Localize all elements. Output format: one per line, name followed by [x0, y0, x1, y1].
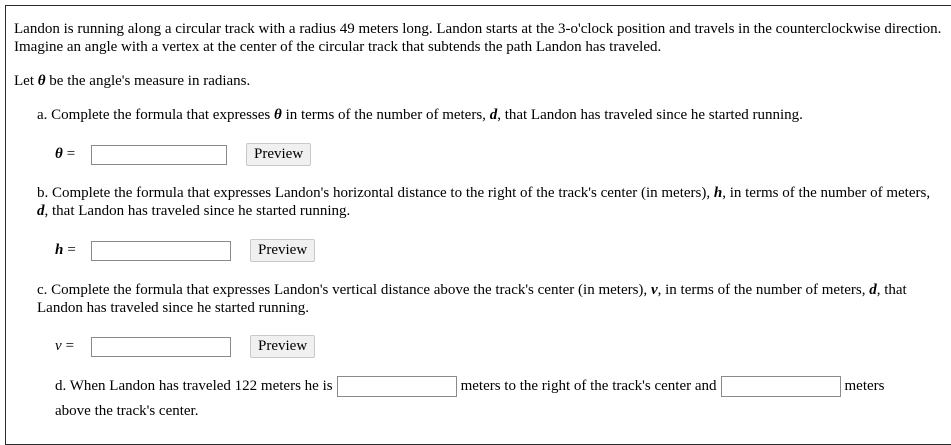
part-a-mid: in terms of the number of meters,: [281, 107, 490, 123]
part-b-prompt: [37, 184, 942, 220]
part-a-prompt: [37, 106, 942, 124]
theta-definition: [14, 73, 250, 90]
v-preview-button[interactable]: Preview: [250, 335, 315, 358]
part-d-between: meters to the right of the track's center and: [460, 378, 717, 394]
part-b-d: d: [37, 203, 45, 219]
theta-formula-row: [55, 143, 311, 166]
part-a-theta: θ: [274, 107, 282, 123]
h-preview-button[interactable]: Preview: [250, 239, 315, 262]
part-c-prompt: [37, 281, 942, 317]
part-b-label: b. Complete the formula that expresses Landon's horizontal distance to the right of the track's center (in meters),: [37, 185, 714, 201]
part-b-h: h: [713, 185, 723, 201]
part-c-v: v: [650, 282, 658, 298]
theta-answer-input[interactable]: [91, 145, 227, 165]
part-c-label: c. Complete the formula that expresses Landon's vertical distance above the track's center (in meters),: [37, 282, 651, 298]
part-d-row: [55, 376, 885, 397]
h-variable: h =: [55, 242, 76, 258]
part-c-mid: , in terms of the number of meters,: [657, 282, 870, 298]
theta-symbol: θ: [37, 73, 46, 89]
theta-preview-button[interactable]: Preview: [246, 143, 311, 166]
part-d-tail: above the track's center.: [55, 403, 199, 419]
theta-variable: θ =: [55, 146, 76, 162]
part-c-d: d: [869, 282, 877, 298]
let-suffix: be the angle's measure in radians.: [45, 73, 251, 89]
part-d-distance: 122: [234, 378, 258, 394]
part-a-end: , that Landon has traveled since he started running.: [497, 107, 803, 123]
horizontal-distance-input[interactable]: [337, 376, 457, 397]
part-b-mid: , in terms of the number of meters,: [722, 185, 931, 201]
part-a-d: d: [489, 107, 498, 123]
part-b-end: , that Landon has traveled since he started running.: [44, 203, 351, 219]
part-c-end: , that Landon has traveled since he started running.: [37, 282, 907, 316]
part-d-units: meters: [844, 378, 885, 394]
v-formula-row: [55, 335, 315, 358]
h-formula-row: [55, 239, 315, 262]
part-a-label: a. Complete the formula that expresses: [37, 107, 275, 123]
problem-intro: Landon is running along a circular track with a radius 49 meters long. Landon starts at the 3-o'clock position and travels in the counterclockwise direction. Imagine an angle with a vertex at the center of the circular track that subtends the path Landon has traveled.: [14, 21, 942, 55]
let-prefix: Let: [14, 73, 38, 89]
part-d-label: d. When Landon has traveled 122 meters he is: [55, 378, 333, 394]
h-answer-input[interactable]: [91, 241, 231, 261]
v-variable: v =: [55, 338, 75, 354]
vertical-distance-input[interactable]: [721, 376, 841, 397]
v-answer-input[interactable]: [91, 337, 231, 357]
